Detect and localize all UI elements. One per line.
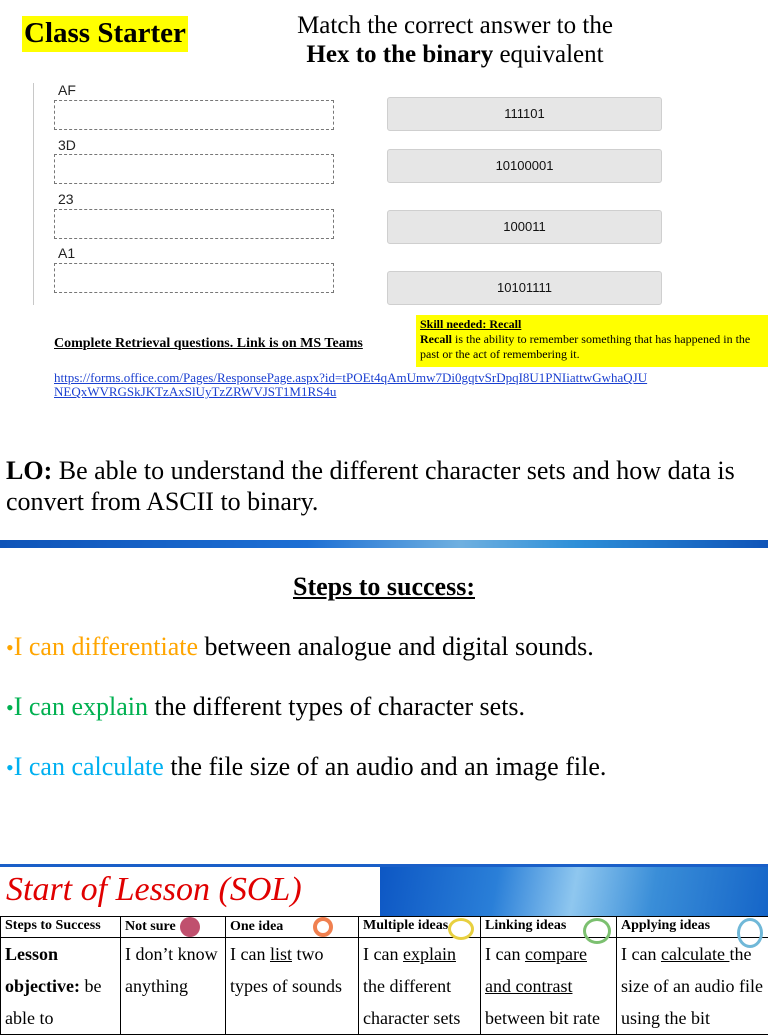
lo-label: LO:: [6, 456, 52, 485]
divider-line: [33, 83, 34, 305]
instruction-line-1: Match the correct answer to the: [270, 12, 640, 40]
cell-text: I can: [230, 944, 270, 964]
sol-objective-row: [1, 938, 768, 1035]
step-text: between analogue and digital sounds.: [198, 632, 594, 661]
hex-label-3d: 3D: [58, 137, 76, 153]
step-highlight: I can differentiate: [14, 632, 198, 661]
cell-text: the size of an audio file using the bit: [621, 944, 763, 1028]
class-starter-title: Class Starter: [22, 16, 188, 52]
hex-label-af: AF: [58, 82, 76, 98]
steps-title: Steps to success:: [0, 572, 768, 602]
sol-title: Start of Lesson (SOL): [6, 870, 302, 910]
retrieval-instruction: Complete Retrieval questions. Link is on MS Teams: [54, 336, 363, 352]
sol-cell-multiple-ideas: [359, 938, 481, 1035]
drop-zone-3d[interactable]: [54, 154, 334, 184]
linking-ideas-icon: [583, 918, 611, 944]
skill-word: Recall: [420, 332, 452, 346]
objective-text: be able to: [5, 976, 101, 1028]
drop-zone-23[interactable]: [54, 209, 334, 239]
bullet-icon: •: [6, 635, 14, 660]
multiple-ideas-icon: [448, 918, 474, 940]
retrieval-link[interactable]: https://forms.office.com/Pages/ResponsePage.aspx?id=tPOEt4qAmUmw7Di0gqtvSrDpqI8U1PNIiattwGwhaQJUNEQxWVRGSkJKTzAxSlUyTzZRWVJST1M1RS4u: [54, 371, 654, 399]
sol-table: [0, 916, 768, 1035]
instruction-bold: Hex to the binary: [306, 41, 493, 68]
lo-text: Be able to understand the different character sets and how data is convert from ASCII to binary.: [6, 456, 735, 516]
sol-header-row: [1, 917, 768, 938]
sol-header-label: Not sure: [125, 919, 176, 934]
drop-zone-af[interactable]: [54, 100, 334, 130]
sol-header-steps: [1, 917, 121, 938]
cell-keyword: explain: [403, 944, 456, 964]
answer-card-1[interactable]: 111101: [387, 97, 662, 131]
one-idea-icon: [313, 917, 333, 937]
step-item-3: [6, 752, 606, 783]
hex-label-a1: A1: [58, 245, 75, 261]
answer-card-3[interactable]: 100011: [387, 210, 662, 244]
answer-card-2[interactable]: 10100001: [387, 149, 662, 183]
step-text: the different types of character sets.: [148, 692, 525, 721]
cell-keyword: compare and contrast: [485, 944, 587, 996]
answer-card-4[interactable]: 10101111: [387, 271, 662, 305]
step-highlight: I can explain: [14, 692, 148, 721]
bullet-icon: •: [6, 755, 14, 780]
sol-cell-applying-ideas: [617, 938, 768, 1035]
skill-title: Skill needed: Recall: [420, 317, 764, 332]
sol-header-label: Multiple ideas: [363, 918, 448, 933]
hex-label-23: 23: [58, 191, 74, 207]
sol-banner-image: [380, 867, 768, 917]
applying-ideas-icon: [737, 918, 763, 948]
step-highlight: I can calculate: [14, 752, 164, 781]
drop-zone-a1[interactable]: [54, 263, 334, 293]
cell-text: between bit rate: [485, 1008, 600, 1028]
step-item-2: [6, 692, 525, 723]
cell-text: two types of sounds: [230, 944, 342, 996]
instruction-rest: equivalent: [493, 41, 603, 68]
sol-header-label: Steps to Success: [5, 918, 101, 933]
skill-box: [416, 315, 768, 367]
learning-objective: [6, 455, 762, 517]
sol-header-not-sure: [121, 917, 226, 938]
cell-text: I can: [621, 944, 661, 964]
cell-text: I can: [485, 944, 525, 964]
cell-keyword: list: [270, 944, 292, 964]
sol-cell-one-idea: [226, 938, 359, 1035]
skill-definition: [420, 332, 764, 362]
sol-header-label: One idea: [230, 919, 283, 934]
sol-header-one-idea: [226, 917, 359, 938]
sol-header-label: Applying ideas: [621, 918, 710, 933]
objective-label: Lesson objective:: [5, 944, 80, 996]
cell-text: the different character sets: [363, 976, 460, 1028]
bullet-icon: •: [6, 695, 14, 720]
step-text: the file size of an audio and an image file.: [164, 752, 607, 781]
sol-cell-linking-ideas: [481, 938, 617, 1035]
not-sure-text: I don’t know anything: [125, 944, 218, 996]
not-sure-icon: [180, 917, 200, 937]
divider-banner: [0, 540, 768, 548]
step-item-1: [6, 632, 594, 663]
skill-definition-text: is the ability to remember something that has happened in the past or the act of remembering it.: [420, 332, 750, 361]
cell-keyword: calculate: [661, 944, 729, 964]
sol-header-label: Linking ideas: [485, 918, 566, 933]
sol-cell-not-sure: [121, 938, 226, 1035]
instruction-line-2: [270, 41, 640, 69]
sol-cell-objective: [1, 938, 121, 1035]
cell-text: I can: [363, 944, 403, 964]
